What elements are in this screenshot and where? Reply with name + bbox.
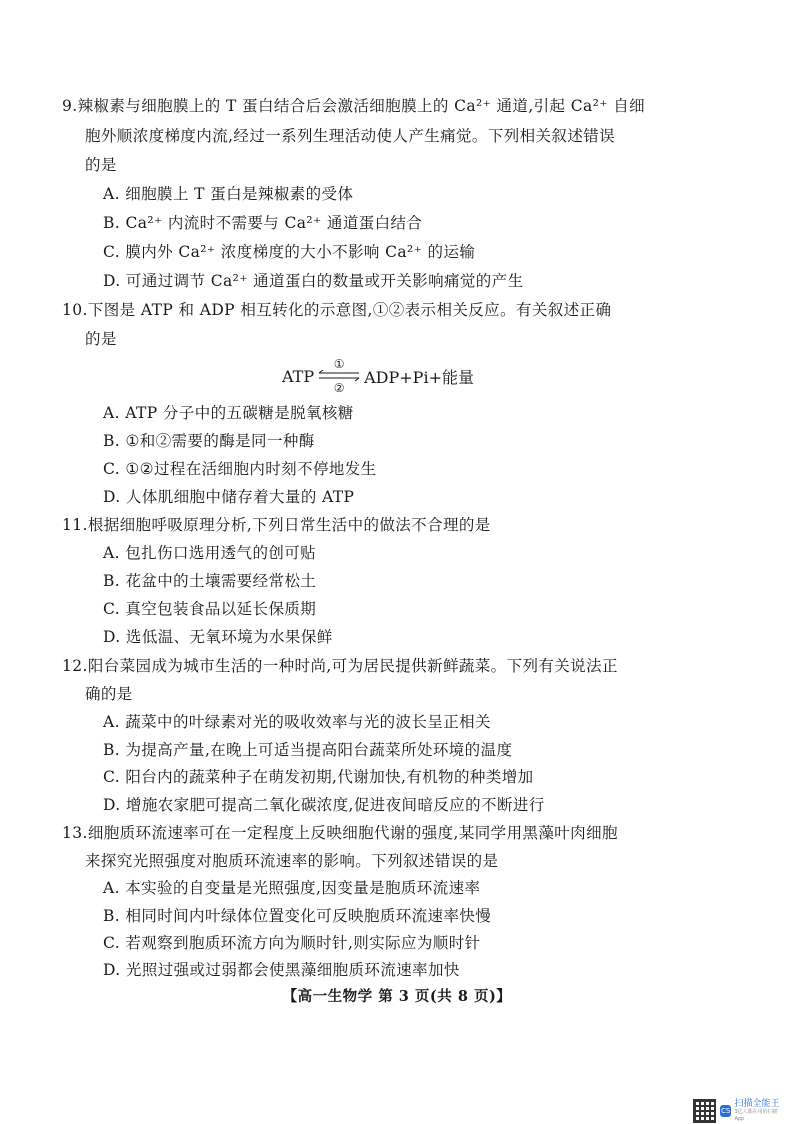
q13-option-b: B. 相同时间内叶绿体位置变化可反映胞质环流速率快慢 [103,907,492,925]
q12-option-a: A. 蔬菜中的叶绿素对光的吸收效率与光的波长呈正相关 [103,713,491,731]
q10-option-c: C. ①②过程在活细胞内时刻不停地发生 [103,460,377,478]
reaction-label-1: ① [333,357,345,371]
q13-stem-line2: 来探究光照强度对胞质环流速率的影响。下列叙述错误的是 [85,852,499,870]
q9-stem-line3: 的是 [85,156,117,174]
q10-stem-line1: 10.下图是 ATP 和 ADP 相互转化的示意图,①②表示相关反应。有关叙述正确 [62,301,612,319]
q12-option-b: B. 为提高产量,在晚上可适当提高阳台蔬菜所处环境的温度 [103,741,513,759]
reversible-arrow [316,354,362,398]
q13-option-a: A. 本实验的自变量是光照强度,因变量是胞质环流速率 [103,879,481,897]
camscanner-logo-icon: CS [721,1107,731,1115]
q9-option-d: D. 可通过调节 Ca²⁺ 通道蛋白的数量或开关影响痛觉的产生 [103,272,524,290]
q13-option-c: C. 若观察到胞质环流方向为顺时针,则实际应为顺时针 [103,934,481,952]
q9-option-b: B. Ca²⁺ 内流时不需要与 Ca²⁺ 通道蛋白结合 [103,214,423,232]
q11-stem-line1: 11.根据细胞呼吸原理分析,下列日常生活中的做法不合理的是 [62,516,491,534]
scanner-name: 扫描全能王 [734,1099,780,1109]
q12-stem-line1: 12.阳台菜园成为城市生活的一种时尚,可为居民提供新鲜蔬菜。下列有关说法正 [62,657,618,675]
atp-adp-formula [282,352,474,400]
q12-stem-line2: 确的是 [85,685,133,703]
q13-option-d: D. 光照过强或过弱都会使黑藻细胞质环流速率加快 [103,961,460,979]
q11-option-d: D. 选低温、无氧环境为水果保鲜 [103,628,333,646]
q12-option-d: D. 增施农家肥可提高二氧化碳浓度,促进夜间暗反应的不断进行 [103,796,545,814]
q11-option-a: A. 包扎伤口选用透气的创可贴 [103,544,317,562]
q10-option-d: D. 人体肌细胞中储存着大量的 ATP [103,488,355,506]
q9-stem-line1: 9.辣椒素与细胞膜上的 T 蛋白结合后会激活细胞膜上的 Ca²⁺ 通道,引起 Ca²⁺ 自细 [62,97,646,115]
page-footer: 【高一生物学 第 3 页(共 8 页)】 [282,988,512,1005]
scanner-watermark [693,1099,785,1123]
q9-option-c: C. 膜内外 Ca²⁺ 浓度梯度的大小不影响 Ca²⁺ 的运输 [103,243,476,261]
q10-stem-line2: 的是 [85,330,117,348]
formula-atp: ATP [282,366,315,386]
q9-option-a: A. 细胞膜上 T 蛋白是辣椒素的受体 [103,185,354,203]
q9-stem-line2: 胞外顺浓度梯度内流,经过一系列生理活动使人产生痛觉。下列相关叙述错误 [85,127,616,145]
q10-option-b: B. ①和②需要的酶是同一种酶 [103,432,315,450]
q12-option-c: C. 阳台内的蔬菜种子在萌发初期,代谢加快,有机物的种类增加 [103,768,534,786]
scanner-label [734,1099,785,1123]
q10-option-a: A. ATP 分子中的五碳糖是脱氧核糖 [103,404,354,422]
q11-option-c: C. 真空包装食品以延长保质期 [103,600,317,618]
reaction-label-2: ② [333,381,345,395]
q11-option-b: B. 花盆中的土壤需要经常松土 [103,572,317,590]
q13-stem-line1: 13.细胞质环流速率可在一定程度上反映细胞代谢的强度,某同学用黑藻叶肉细胞 [62,824,618,842]
qr-code-icon [693,1099,716,1123]
formula-products: ADP+Pi+能量 [364,367,474,387]
scanner-subtitle: 3亿人都在用的扫描App [734,1109,778,1122]
